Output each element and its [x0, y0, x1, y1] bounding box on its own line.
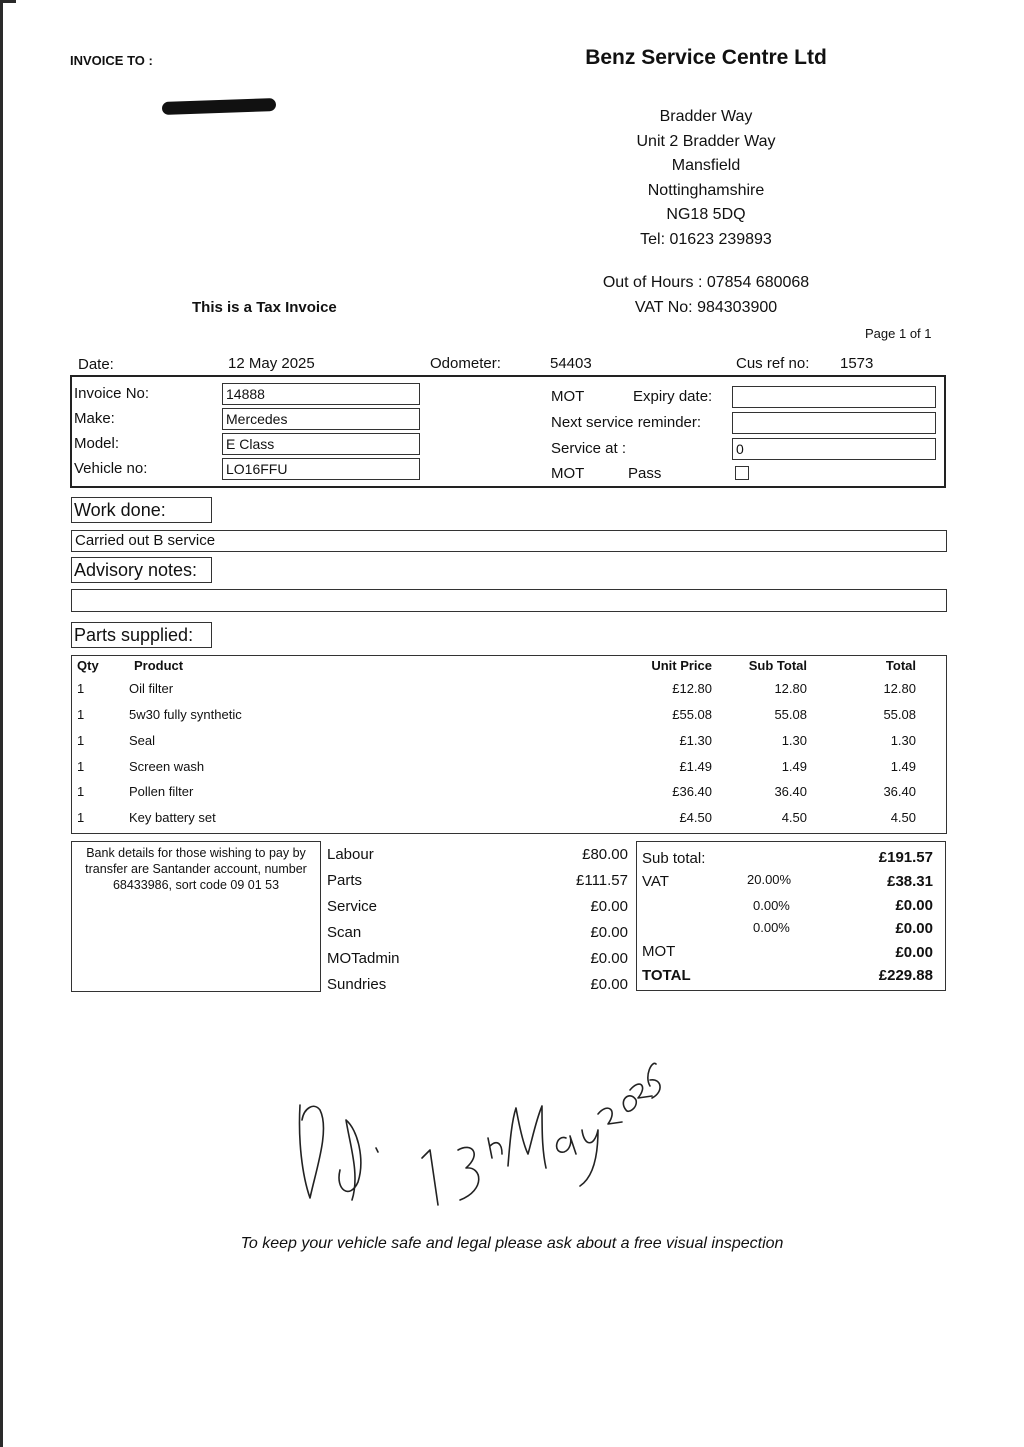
subtotal-value: £191.57: [878, 849, 933, 866]
row-qty: 1: [77, 707, 85, 722]
model-field: E Class: [222, 433, 420, 455]
total-label: TOTAL: [642, 967, 691, 984]
charge-row: [327, 868, 630, 894]
row-total: 12.80: [883, 681, 916, 696]
row-qty: 1: [77, 681, 85, 696]
row-sub-total: 4.50: [781, 810, 807, 825]
service-at-label: Service at :: [551, 440, 627, 457]
row-unit-price: £1.30: [679, 733, 712, 748]
scan-edge-top: [0, 0, 16, 3]
row-product: Seal: [129, 733, 156, 748]
expiry-label: Expiry date:: [633, 388, 713, 405]
odometer-value: 54403: [550, 355, 592, 372]
mot-pass-checkbox: [735, 466, 749, 480]
address-line: Nottinghamshire: [647, 181, 765, 199]
pass-label: Pass: [628, 465, 662, 482]
charge-value: £0.00: [590, 950, 628, 967]
bank-details: Bank details for those wishing to pay by transfer are Santander account, number 68433986, sort code 09 01 53: [71, 841, 321, 992]
handwriting-stroke: [508, 1106, 546, 1168]
row-sub-total: 1.30: [781, 733, 807, 748]
totals-box: [636, 841, 946, 991]
row-product: Oil filter: [129, 681, 174, 696]
vat-number: VAT No: 984303900: [634, 299, 778, 316]
row-total: 36.40: [883, 784, 916, 799]
row-product: 5w30 fully synthetic: [129, 707, 242, 722]
row-qty: 1: [77, 733, 85, 748]
handwriting-stroke: [630, 1084, 652, 1098]
row-qty: 1: [77, 759, 85, 774]
col-unit-price: Unit Price: [651, 658, 712, 673]
subtotal-label: Sub total:: [642, 850, 706, 867]
handwriting-stroke: [299, 1105, 323, 1198]
handwriting-stroke: [580, 1130, 598, 1186]
row-unit-price: £55.08: [672, 707, 712, 722]
vat-rate: 20.00%: [747, 872, 792, 887]
company-address: [556, 105, 856, 252]
amount-3: £0.00: [895, 920, 933, 937]
charge-value: £0.00: [590, 976, 628, 993]
redacted-name: [162, 98, 276, 115]
col-total: Total: [885, 658, 916, 673]
mot-label: MOT: [551, 388, 585, 405]
charge-row: [327, 894, 630, 920]
make-field: Mercedes: [222, 408, 420, 430]
row-sub-total: 36.40: [774, 784, 807, 799]
mot-total-label: MOT: [642, 943, 676, 960]
work-done-label: Work done:: [71, 497, 212, 523]
vat-label: VAT: [642, 873, 669, 890]
work-done-field: Carried out B service: [71, 530, 947, 552]
handwriting-stroke: [648, 1063, 660, 1098]
page-number: Page 1 of 1: [865, 326, 932, 341]
row-sub-total: 12.80: [774, 681, 807, 696]
company-name: Benz Service Centre Ltd: [585, 46, 827, 69]
cus-ref-value: 1573: [840, 355, 874, 372]
footer-note: To keep your vehicle safe and legal please ask about a free visual inspection: [240, 1235, 784, 1252]
row-unit-price: £4.50: [679, 810, 712, 825]
handwriting-stroke: [376, 1148, 378, 1152]
table-row: [72, 707, 945, 733]
charge-row: [327, 842, 630, 868]
address-line: Unit 2 Bradder Way: [636, 132, 776, 150]
row-qty: 1: [77, 784, 85, 799]
charge-row: [327, 920, 630, 946]
row-product: Pollen filter: [129, 784, 194, 799]
handwriting-stroke: [458, 1147, 479, 1200]
expiry-field: [732, 386, 936, 408]
parts-supplied-label: Parts supplied:: [71, 622, 212, 648]
charges-list: [327, 842, 630, 998]
charge-row: [327, 972, 630, 998]
rate-3: 0.00%: [753, 920, 790, 935]
rate-2: 0.00%: [753, 898, 790, 913]
vat-value: £38.31: [887, 873, 933, 890]
vehicle-no-field: LO16FFU: [222, 458, 420, 480]
model-label: Model:: [74, 435, 120, 452]
row-unit-price: £1.49: [679, 759, 712, 774]
handwriting-stroke: [422, 1150, 438, 1205]
handwriting-stroke: [557, 1136, 576, 1154]
row-total: 4.50: [890, 810, 916, 825]
charge-label: Service: [327, 898, 378, 915]
row-product: Screen wash: [129, 759, 205, 774]
charge-label: Parts: [327, 872, 363, 889]
table-row: [72, 681, 945, 707]
cus-ref-label: Cus ref no:: [736, 355, 810, 372]
charge-label: Scan: [327, 924, 362, 941]
charge-label: Sundries: [327, 976, 387, 993]
parts-table: [71, 655, 947, 834]
mot-total-value: £0.00: [895, 944, 933, 961]
vehicle-no-label: Vehicle no:: [74, 460, 148, 477]
charge-value: £80.00: [582, 846, 628, 863]
mot-pass-label: MOT: [551, 465, 585, 482]
row-unit-price: £12.80: [672, 681, 712, 696]
col-product: Product: [134, 658, 184, 673]
make-label: Make:: [74, 410, 115, 427]
advisory-notes-label: Advisory notes:: [71, 557, 212, 583]
handwriting-stroke: [488, 1138, 502, 1158]
address-line: Bradder Way: [659, 108, 753, 125]
out-of-hours: Out of Hours : 07854 680068: [602, 274, 810, 291]
charge-value: £0.00: [590, 924, 628, 941]
odometer-label: Odometer:: [430, 355, 501, 372]
amount-2: £0.00: [895, 897, 933, 914]
row-sub-total: 55.08: [774, 707, 807, 722]
handwriting-stroke: [598, 1108, 622, 1124]
handwriting-stroke: [623, 1096, 636, 1111]
next-service-field: [732, 412, 936, 434]
table-row: [72, 810, 945, 836]
date-value: 12 May 2025: [228, 355, 315, 372]
charge-label: Labour: [327, 846, 374, 863]
handwriting-stroke: [339, 1120, 361, 1200]
invoice-no-field: 14888: [222, 383, 420, 405]
row-total: 1.30: [890, 733, 916, 748]
invoice-to-label: INVOICE TO :: [70, 53, 153, 68]
row-product: Key battery set: [129, 810, 216, 825]
next-service-label: Next service reminder:: [551, 414, 702, 431]
row-total: 1.49: [890, 759, 916, 774]
row-unit-price: £36.40: [672, 784, 712, 799]
table-row: [72, 759, 945, 785]
handwritten-note: [280, 1050, 680, 1230]
charge-label: MOTadmin: [327, 950, 400, 967]
col-sub-total: Sub Total: [748, 658, 807, 673]
address-line: NG18 5DQ: [666, 206, 746, 223]
table-row: [72, 733, 945, 759]
scan-edge: [0, 0, 3, 1447]
tax-invoice-label: This is a Tax Invoice: [192, 299, 337, 316]
date-label: Date:: [78, 356, 114, 373]
charge-value: £111.57: [576, 872, 628, 889]
col-qty: Qty: [77, 658, 99, 673]
service-at-field: 0: [732, 438, 936, 460]
advisory-notes-field: [71, 589, 947, 612]
total-value: £229.88: [878, 967, 933, 984]
invoice-no-label: Invoice No:: [74, 385, 150, 402]
table-row: [72, 784, 945, 810]
row-sub-total: 1.49: [781, 759, 807, 774]
address-line: Mansfield: [671, 157, 741, 174]
charge-value: £0.00: [590, 898, 628, 915]
company-tel: Tel: 01623 239893: [640, 230, 772, 248]
charge-row: [327, 946, 630, 972]
row-qty: 1: [77, 810, 85, 825]
row-total: 55.08: [883, 707, 916, 722]
